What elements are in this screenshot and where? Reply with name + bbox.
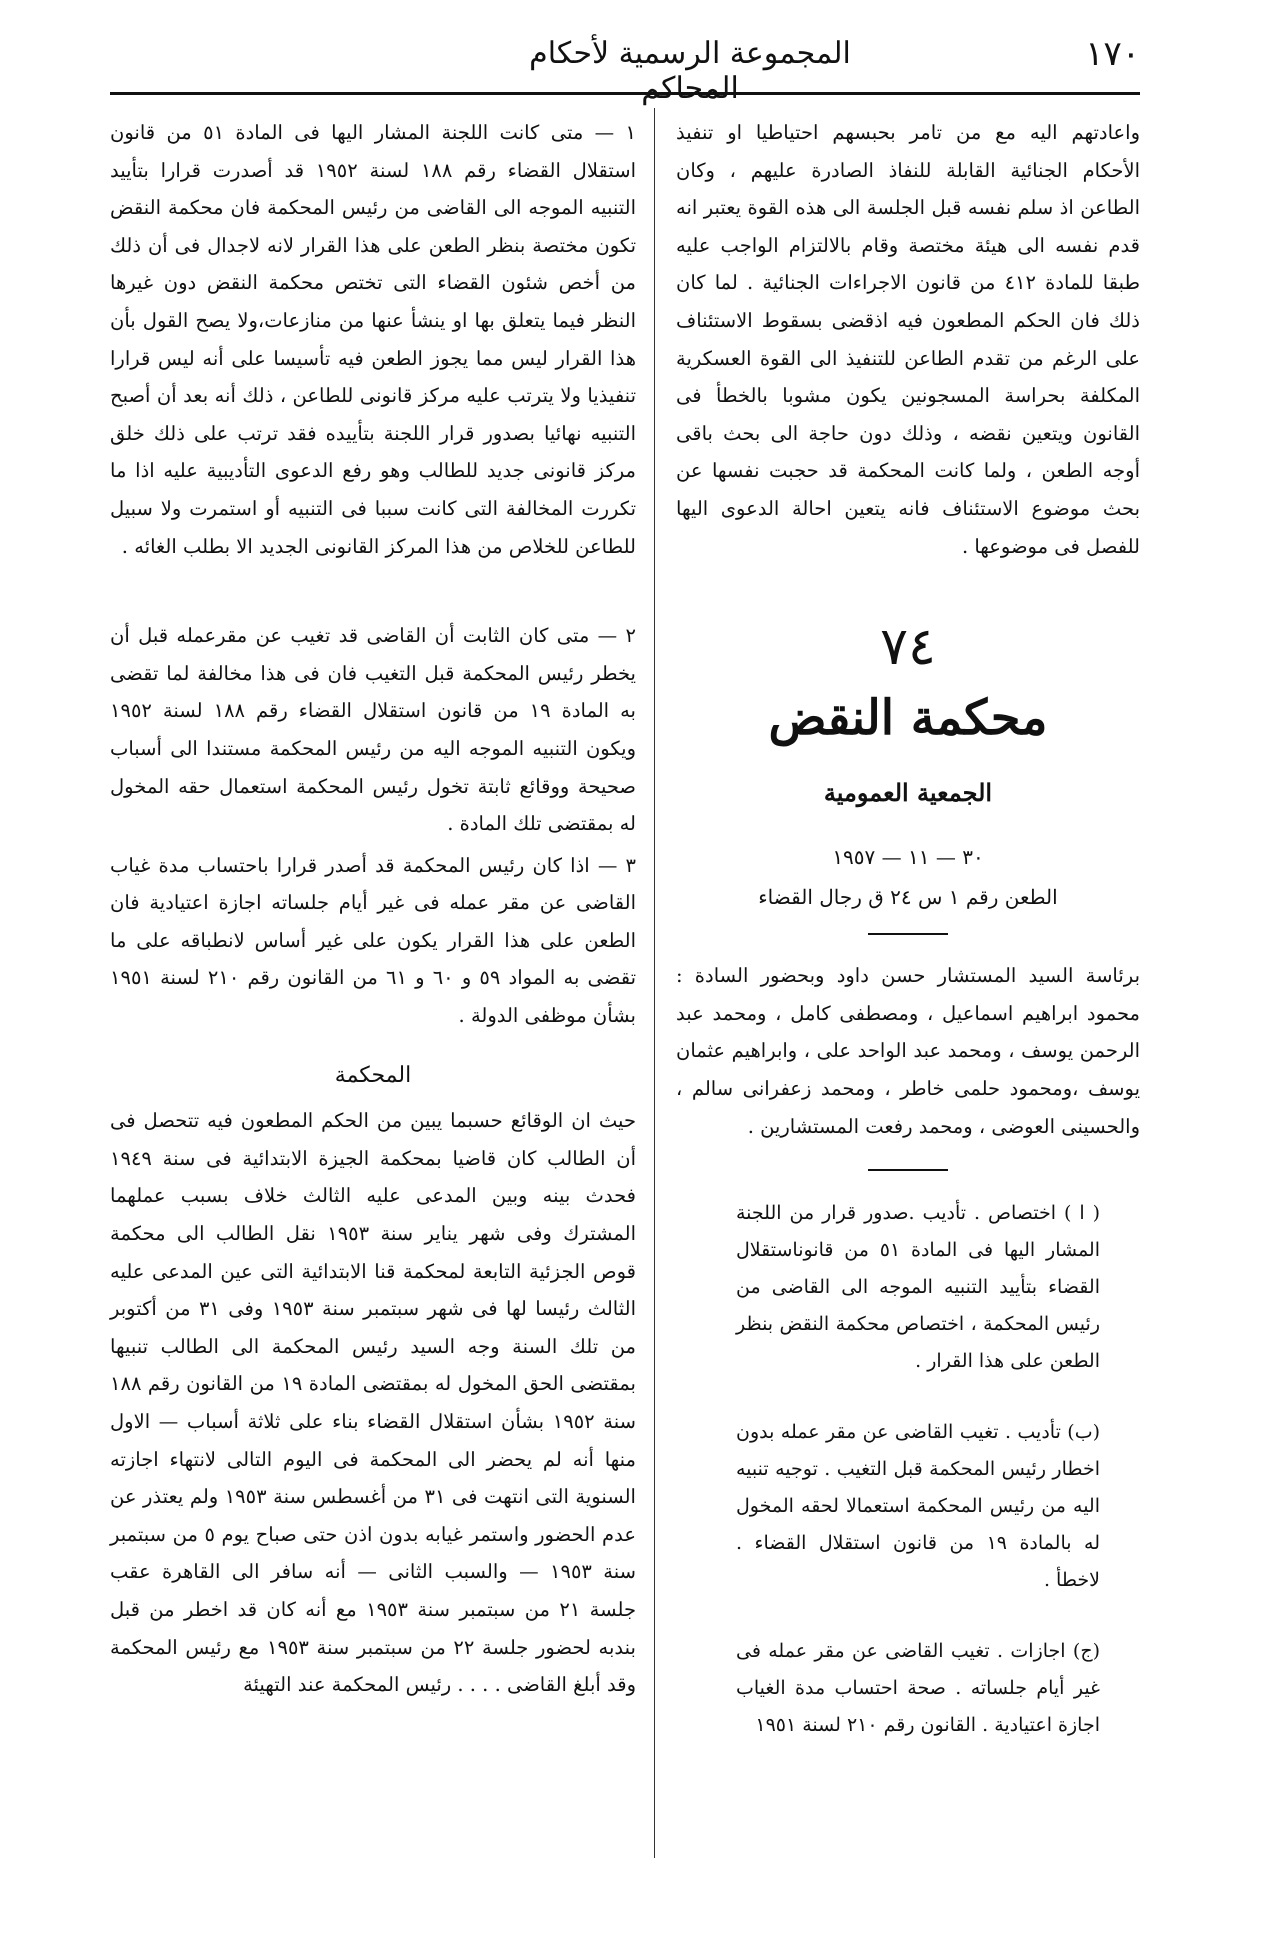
case-number: ٧٤	[880, 617, 936, 678]
continued-judgment-text: واعادتهم اليه مع من تامر بحبسهم احتياطيا او تنفيذ الأحكام الجنائية القابلة للنفاذ الصادرة عليهم ، وكان الطاعن اذ سلم نفسه قبل الجلسة الى هذه القوة يعتبر انه قدم نفسه الى هيئة مختصة وقام بالالتزام الواجب عليه طبقا للمادة ٤١٢ من قانون الاجراءات الجنائية . لما كان ذلك فان الحكم المطعون فيه اذقضى بسقوط الاستئناف على الرغم من تقدم الطاعن للتنفيذ الى القوة العسكرية المكلفة بحراسة المسجونين يكون مشوبا بالخطأ فى القانون ويتعين نقضه ، وذلك دون حاجة الى بحث باقى أوجه الطعن ، ولما كانت المحكمة قد حجبت نفسها عن بحث موضوع الاستئناف فانه يتعين احالة الدعوى اليها للفصل فى موضوعها .	[676, 121, 1140, 558]
page-header	[110, 34, 1140, 106]
principle-3: ٣ — اذا كان رئيس المحكمة قد أصدر قرارا باحتساب مدة غياب القاضى عن مقر عمله فى غير أيام جلساته اجازة اعتيادية فان الطعن على هذا القرار يكون على غير أساس لانطباقه على ما تقضى به المواد ٥٩ و ٦٠ و ٦١ من القانون رقم ٢١٠ لسنة ١٩٥١ بشأن موظفى الدولة .	[110, 853, 636, 1028]
separator-rule	[868, 1169, 948, 1171]
headnote-b: (ب) تأديب . تغيب القاضى عن مقر عمله بدون اخطار رئيس المحكمة قبل التغيب . توجيه تنبيه اليه من رئيس المحكمة استعمالا لحقه المخول له بالمادة ١٩ من قانون استقلال القضاء . لاخطأ .	[736, 1421, 1101, 1592]
right-column	[676, 114, 1140, 1778]
court-reasoning: حيث ان الوقائع حسبما يبين من الحكم المطعون فيه تتحصل فى أن الطالب كان قاضيا بمحكمة الجيزة الابتدائية فى سنة ١٩٤٩ فحدث بينه وبين المدعى عليه الثالث خلاف بسبب عملهما المشترك وفى شهر يناير سنة ١٩٥٣ نقل الطالب الى محكمة قوص الجزئية التابعة لمحكمة قنا الابتدائية التى عين المدعى عليه الثالث رئيسا لها فى شهر سبتمبر سنة ١٩٥٣ وفى ٣١ من أكتوبر من تلك السنة وجه السيد رئيس المحكمة الى الطالب تنبيها بمقتضى الحق المخول له بمقتضى المادة ١٩ من القانون رقم ١٨٨ سنة ١٩٥٢ بشأن استقلال القضاء بناء على ثلاثة أسباب — الاول منها أنه لم يحضر الى المحكمة فى اليوم التالى لانتهاء اجازته السنوية التى انتهت فى ٣١ من أغسطس سنة ١٩٥٣ ولم يعتذر عن عدم الحضور واستمر غيابه بدون اذن حتى صباح يوم ٥ من سبتمبر سنة ١٩٥٣ — والسبب الثانى — أنه سافر الى القاهرة عقب جلسة ٢١ من سبتمبر سنة ١٩٥٣ مع أنه كان قد اخطر من قبل بندبه لحضور جلسة ٢٢ من سبتمبر سنة ١٩٥٣ مع رئيس المحكمة وقد أبلغ القاضى . . . . رئيس المحكمة عند التهيئة	[110, 1109, 636, 1697]
presidency-paragraph: برئاسة السيد المستشار حسن داود وبحضور السادة : محمود ابراهيم اسماعيل ، ومصطفى كامل ، ومحمد عبد الرحمن يوسف ، ومحمد عبد الواحد على ، وابراهيم عثمان يوسف ،ومحمود حلمى خاطر ، ومحمد زعفرانى سالم ، والحسينى العوضى ، ومحمد رفعت المستشارين .	[676, 964, 1140, 1138]
chamber-name: الجمعية العمومية	[823, 778, 993, 808]
principle-1: ١ — متى كانت اللجنة المشار اليها فى المادة ٥١ من قانون استقلال القضاء رقم ١٨٨ لسنة ١٩٥٢ قد أصدرت قرارا بتأييد التنبيه الموجه الى القاضى من رئيس المحكمة فان محكمة النقض تكون مختصة بنظر الطعن على هذا القرار لانه لاجدال فى أن ذلك من أخص شئون القضاء التى تختص محكمة النقض دون غيرها النظر فيما يتعلق بها او ينشأ عنها من منازعات،ولا يصح القول بأن هذا القرار ليس مما يجوز الطعن فيه تأسيسا على أنه ليس قرارا تنفيذيا ولا يترتب عليه مركز قانونى للطاعن ، ذلك أنه بعد أن أصبح التنبيه نهائيا بصدور قرار اللجنة بتأييده فقد ترتب على ذلك خلق مركز قانونى جديد للطالب وهو رفع الدعوى التأديبية عليه اذا ما تكررت المخالفة التى كانت سببا فى التنبيه أو استمرت ولا سبيل للطاعن للخلاص من هذا المركز القانونى الجديد الا بطلب الغائه .	[110, 121, 636, 558]
left-column	[110, 114, 636, 1704]
running-title: المجموعة الرسمية لأحكام المحاكم	[529, 36, 851, 106]
column-divider	[654, 108, 655, 1858]
header-rule	[110, 92, 1140, 95]
appeal-number: الطعن رقم ١ س ٢٤ ق رجال القضاء	[758, 885, 1058, 910]
separator-rule	[868, 933, 948, 935]
judgment-date: ٣٠ — ١١ — ١٩٥٧	[832, 845, 984, 870]
court-name: محكمة النقض	[768, 690, 1048, 747]
headnote-a: ( ا ) اختصاص . تأديب .صدور قرار من اللجنة المشار اليها فى المادة ٥١ من قانوناستقلال القضاء بتأييد التنبيه الموجه الى القاضى من رئيس المحكمة ، اختصاص محكمة النقض بنظر الطعن على هذا القرار .	[736, 1202, 1100, 1373]
headnote-c: (ج) اجازات . تغيب القاضى عن مقر عمله فى غير أيام جلساته . صحة احتساب مدة الغياب اجازة اعتيادية . القانون رقم ٢١٠ لسنة ١٩٥١	[736, 1640, 1100, 1737]
principle-2: ٢ — متى كان الثابت أن القاضى قد تغيب عن مقرعمله قبل أن يخطر رئيس المحكمة قبل التغيب فان فى هذا مخالفة لما تقضى به المادة ١٩ من قانون استقلال القضاء رقم ١٨٨ لسنة ١٩٥٢ ويكون التنبيه الموجه اليه من رئيس المحكمة مستندا الى أسباب صحيحة ووقائع ثابتة تخول رئيس المحكمة استعمال حقه المخول له بمقتضى تلك المادة .	[110, 624, 636, 836]
page-number: ١٧٠	[1085, 34, 1140, 74]
section-heading: المحكمة	[334, 1062, 412, 1088]
